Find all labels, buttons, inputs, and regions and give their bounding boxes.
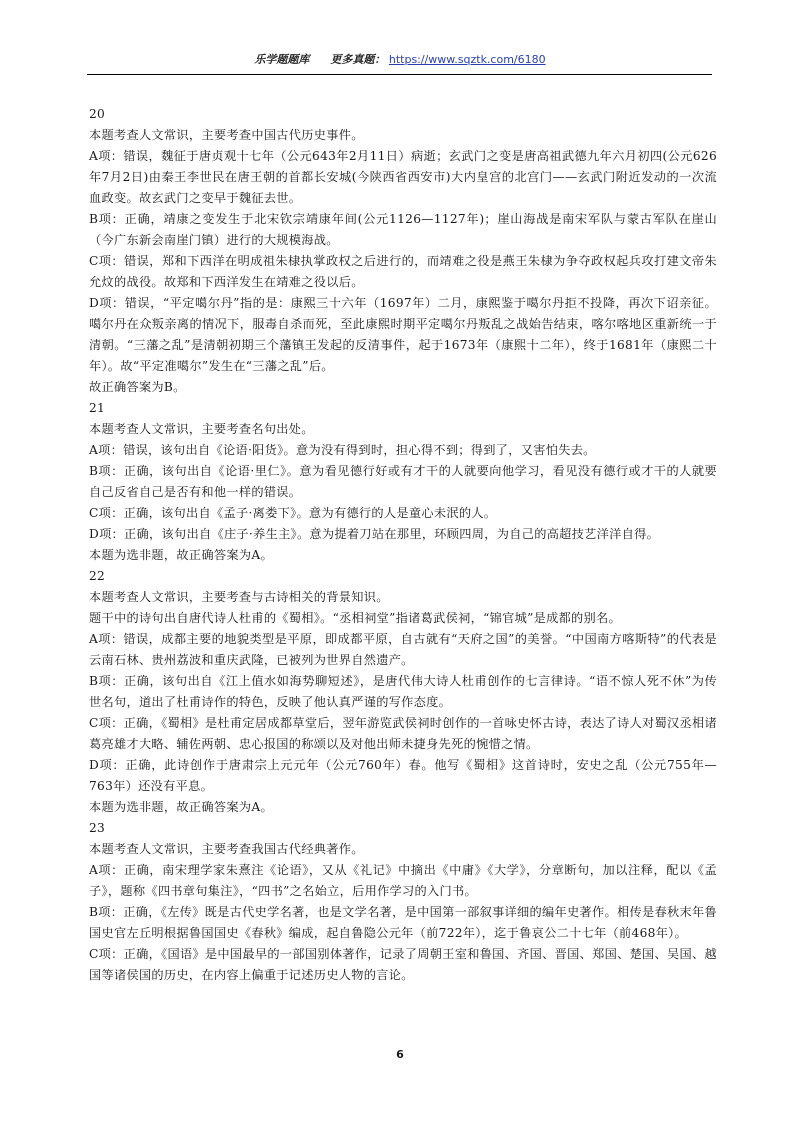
page-header [0,52,800,68]
document-body [89,104,717,986]
question-number: 20 [89,107,106,121]
explanation-paragraph: 故正确答案为B。 [89,380,186,394]
header-divider [87,74,712,75]
explanation-paragraph: 题干中的诗句出自唐代诗人杜甫的《蜀相》。“丞相祠堂”指诸葛武侯祠，“锦官城”是成都的别名。 [89,611,622,625]
explanation-paragraph: B项：正确，该句出自《论语·里仁》。意为看见德行好或有才干的人就要向他学习，看见没有德行或才干的人就要自己反省自己是否有和他一样的错误。 [89,464,717,499]
explanation-paragraph: 本题考查人文常识，主要考查我国古代经典著作。 [89,842,364,856]
explanation-paragraph: 本题考查人文常识，主要考查与古诗相关的背景知识。 [89,590,389,604]
explanation-paragraph: 本题考查人文常识，主要考查中国古代历史事件。 [89,128,364,142]
explanation-paragraph: C项：正确，该句出自《孟子·离娄下》。意为有德行的人是童心未泯的人。 [89,506,497,520]
explanation-paragraph: B项：正确，靖康之变发生于北宋钦宗靖康年间(公元1126—1127年)；崖山海战是南宋军队与蒙古军队在崖山（今广东新会南崖门镇）进行的大规模海战。 [89,212,717,247]
explanation-paragraph: D项：错误，“平定噶尔丹”指的是：康熙三十六年（1697年）二月，康熙鉴于噶尔丹拒不投降，再次下诏亲征。噶尔丹在众叛亲离的情况下，服毒自杀而死，至此康熙时期平定噶尔丹叛乱之战始告结束，喀尔喀地区重新统一于清朝。“三藩之乱”是清朝初期三个藩镇王发起的反清事件，起于1673年（康熙十二年），终于1681年（康熙二十年）。故“平定准噶尔”发生在“三藩之乱”后。 [89,296,717,373]
header-link[interactable]: https://www.sqztk.com/6180 [388,53,546,66]
explanation-paragraph: C项：正确，《蜀相》是杜甫定居成都草堂后，翌年游览武侯祠时创作的一首咏史怀古诗，表达了诗人对蜀汉丞相诸葛亮雄才大略、辅佐两朝、忠心报国的称颂以及对他出师未捷身先死的惋惜之情。 [89,716,717,751]
explanation-paragraph: D项：正确，该句出自《庄子·养生主》。意为提着刀站在那里，环顾四周，为自己的高超技艺洋洋自得。 [89,527,660,541]
explanation-paragraph: B项：正确，该句出自《江上值水如海势聊短述》，是唐代伟大诗人杜甫创作的七言律诗。“语不惊人死不休”为传世名句，道出了杜甫诗作的特色，反映了他认真严谨的写作态度。 [89,674,717,709]
explanation-paragraph: 本题考查人文常识，主要考查名句出处。 [89,422,314,436]
question-number: 22 [89,569,106,583]
explanation-paragraph: 本题为选非题，故正确答案为A。 [89,800,273,814]
explanation-paragraph: A项：正确，南宋理学家朱熹注《论语》，又从《礼记》中摘出《中庸》《大学》，分章断句，加以注释，配以《孟子》，题称《四书章句集注》，“四书”之名始立，后用作学习的入门书。 [89,863,717,898]
library-label: 乐学题题库 [254,53,310,66]
explanation-paragraph: B项：正确，《左传》既是古代史学名著，也是文学名著，是中国第一部叙事详细的编年史著作。相传是春秋末年鲁国史官左丘明根据鲁国国史《春秋》编成，起自鲁隐公元年（前722年），迄于鲁哀公二十七年（前468年）。 [89,905,717,940]
question-number: 23 [89,821,106,835]
explanation-paragraph: A项：错误，魏征于唐贞观十七年（公元643年2月11日）病逝；玄武门之变是唐高祖武德九年六月初四(公元626年7月2日)由秦王李世民在唐王朝的首都长安城(今陕西省西安市)大内皇宫的北宫门——玄武门附近发动的一次流血政变。故玄武门之变早于魏征去世。 [89,149,717,205]
explanation-paragraph: A项：错误，成都主要的地貌类型是平原，即成都平原，自古就有“天府之国”的美誉。“中国南方喀斯特”的代表是云南石林、贵州荔波和重庆武隆，已被列为世界自然遗产。 [89,632,717,667]
explanation-paragraph: C项：错误，郑和下西洋在明成祖朱棣执掌政权之后进行的，而靖难之役是燕王朱棣为争夺政权起兵攻打建文帝朱允炆的战役。故郑和下西洋发生在靖难之役以后。 [89,254,717,289]
page-number: 6 [396,1048,404,1061]
more-questions-label: 更多真题： [330,53,386,66]
explanation-paragraph: A项：错误，该句出自《论语·阳货》。意为没有得到时，担心得不到；得到了，又害怕失去。 [89,443,596,457]
explanation-paragraph: C项：正确，《国语》是中国最早的一部国别体著作，记录了周朝王室和鲁国、齐国、晋国、郑国、楚国、吴国、越国等诸侯国的历史，在内容上偏重于记述历史人物的言论。 [89,947,717,982]
question-number: 21 [89,401,106,415]
explanation-paragraph: 本题为选非题，故正确答案为A。 [89,548,273,562]
explanation-paragraph: D项：正确，此诗创作于唐肃宗上元元年（公元760年）春。他写《蜀相》这首诗时，安史之乱（公元755年—763年）还没有平息。 [89,758,717,793]
